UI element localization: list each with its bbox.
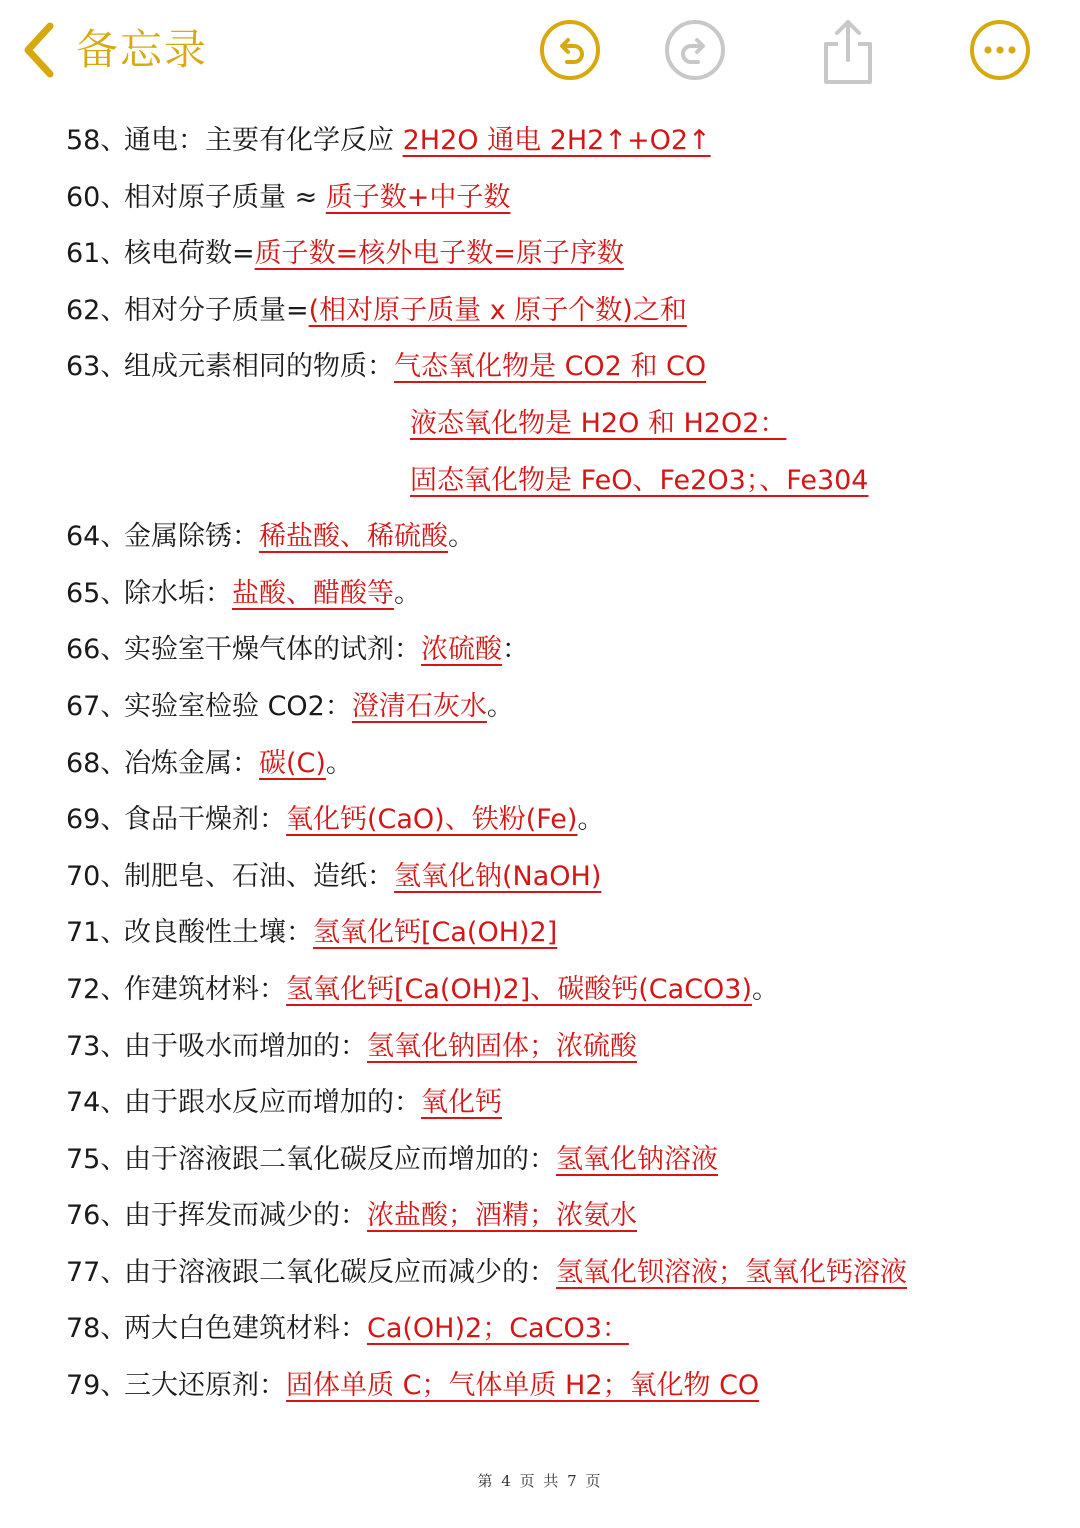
item-label: 由于挥发而减少的： bbox=[124, 1200, 367, 1232]
item-number: 74、 bbox=[66, 1087, 128, 1119]
list-item bbox=[0, 113, 1080, 170]
redo-button[interactable] bbox=[663, 18, 727, 82]
list-item bbox=[0, 905, 1080, 962]
item-label: 食品干燥剂： bbox=[124, 804, 286, 836]
item-number: 62、 bbox=[66, 294, 128, 326]
list-item-continuation bbox=[0, 453, 1080, 510]
redo-icon bbox=[663, 18, 727, 82]
item-answer: 2H2O 通电 2H2↑+O2↑ bbox=[402, 125, 711, 156]
item-number: 75、 bbox=[66, 1143, 128, 1175]
undo-icon bbox=[538, 18, 602, 82]
item-tail: 。 bbox=[752, 973, 780, 1005]
item-number: 65、 bbox=[66, 577, 128, 609]
note-body[interactable] bbox=[0, 113, 1080, 1415]
item-answer: (相对原子质量 x 原子个数)之和 bbox=[308, 294, 687, 326]
page-indicator: 第 4 页 共 7 页 bbox=[477, 1472, 603, 1490]
list-item bbox=[0, 1075, 1080, 1132]
item-label: 冶炼金属： bbox=[124, 747, 259, 779]
item-answer: 氢氧化钠固体；浓硫酸 bbox=[367, 1030, 637, 1062]
item-label: 通电：主要有化学反应 bbox=[124, 125, 403, 156]
item-label: 实验室检验 CO2： bbox=[124, 690, 352, 722]
list-item bbox=[0, 1358, 1080, 1415]
share-icon bbox=[816, 18, 880, 86]
item-number: 64、 bbox=[66, 521, 128, 553]
item-number: 72、 bbox=[66, 973, 128, 1005]
item-label: 作建筑材料： bbox=[124, 973, 286, 1005]
item-label: 由于吸水而增加的： bbox=[124, 1030, 367, 1062]
item-tail: 。 bbox=[577, 804, 605, 836]
back-button[interactable] bbox=[20, 18, 208, 82]
item-answer: 盐酸、醋酸等 bbox=[232, 577, 394, 609]
list-item bbox=[0, 1019, 1080, 1076]
list-item-continuation bbox=[0, 396, 1080, 453]
list-item bbox=[0, 509, 1080, 566]
item-tail: 。 bbox=[448, 521, 475, 553]
list-item bbox=[0, 339, 1080, 396]
item-label: 实验室干燥气体的试剂： bbox=[124, 634, 421, 666]
item-answer: 碳(C) bbox=[259, 747, 326, 779]
back-label: 备忘录 bbox=[76, 25, 209, 74]
item-number: 78、 bbox=[66, 1313, 128, 1345]
item-answer: 浓盐酸；酒精；浓氨水 bbox=[367, 1200, 637, 1232]
item-number: 79、 bbox=[66, 1370, 128, 1402]
item-answer: 氧化钙(CaO)、铁粉(Fe) bbox=[286, 804, 578, 836]
list-item bbox=[0, 622, 1080, 679]
share-button[interactable] bbox=[816, 18, 880, 82]
item-answer: Ca(OH)2；CaCO3： bbox=[367, 1313, 629, 1345]
list-item bbox=[0, 1132, 1080, 1189]
item-answer: 氢氧化钠溶液 bbox=[556, 1143, 718, 1175]
item-number: 60、 bbox=[66, 181, 128, 213]
list-item bbox=[0, 962, 1080, 1019]
list-item bbox=[0, 679, 1080, 736]
item-label: 相对分子质量= bbox=[124, 294, 309, 326]
list-item bbox=[0, 1301, 1080, 1358]
item-label: 由于跟水反应而增加的： bbox=[124, 1087, 421, 1119]
item-answer: 气态氧化物是 CO2 和 CO bbox=[394, 351, 707, 383]
item-answer: 固态氧化物是 FeO、Fe2O3；、Fe304 bbox=[410, 464, 869, 496]
item-answer: 氧化钙 bbox=[421, 1087, 502, 1119]
item-answer: 质子数+中子数 bbox=[325, 181, 511, 213]
item-label: 金属除锈： bbox=[124, 521, 259, 553]
list-item bbox=[0, 736, 1080, 793]
item-number: 68、 bbox=[66, 747, 128, 779]
item-tail: 。 bbox=[394, 577, 421, 609]
item-number: 77、 bbox=[66, 1256, 128, 1288]
item-number: 63、 bbox=[66, 351, 128, 383]
item-number: 66、 bbox=[66, 634, 128, 666]
list-item bbox=[0, 792, 1080, 849]
item-answer: 氢氧化钙[Ca(OH)2] bbox=[313, 917, 558, 949]
item-label: 除水垢： bbox=[124, 577, 232, 609]
item-answer: 氢氧化钠(NaOH) bbox=[394, 860, 602, 892]
item-answer: 浓硫酸 bbox=[421, 634, 502, 666]
item-label: 由于溶液跟二氧化碳反应而增加的： bbox=[124, 1143, 556, 1175]
item-number: 58、 bbox=[66, 125, 128, 156]
item-answer: 质子数=核外电子数=原子序数 bbox=[254, 238, 624, 270]
item-number: 76、 bbox=[66, 1200, 128, 1232]
item-number: 73、 bbox=[66, 1030, 128, 1062]
list-item bbox=[0, 283, 1080, 340]
item-label: 组成元素相同的物质： bbox=[124, 351, 394, 383]
item-label: 制肥皂、石油、造纸： bbox=[124, 860, 394, 892]
item-number: 69、 bbox=[66, 804, 128, 836]
item-number: 67、 bbox=[66, 690, 128, 722]
item-answer: 稀盐酸、稀硫酸 bbox=[259, 521, 448, 553]
item-label: 由于溶液跟二氧化碳反应而减少的： bbox=[124, 1256, 556, 1288]
list-item bbox=[0, 226, 1080, 283]
item-number: 71、 bbox=[66, 917, 128, 949]
item-tail: ： bbox=[502, 634, 529, 666]
item-number: 70、 bbox=[66, 860, 128, 892]
list-item bbox=[0, 849, 1080, 906]
item-label: 核电荷数= bbox=[124, 238, 255, 270]
item-label: 相对原子质量 ≈ bbox=[124, 181, 326, 213]
list-item bbox=[0, 1188, 1080, 1245]
back-chevron-icon bbox=[20, 18, 56, 82]
item-label: 三大还原剂： bbox=[124, 1370, 286, 1402]
more-icon bbox=[968, 18, 1032, 82]
item-answer: 澄清石灰水 bbox=[351, 690, 487, 722]
more-button[interactable] bbox=[968, 18, 1032, 82]
item-answer: 液态氧化物是 H2O 和 H2O2： bbox=[410, 407, 787, 439]
list-item bbox=[0, 566, 1080, 623]
item-answer: 氢氧化钙[Ca(OH)2]、碳酸钙(CaCO3) bbox=[286, 973, 753, 1005]
item-tail: 。 bbox=[325, 747, 353, 779]
undo-button[interactable] bbox=[538, 18, 602, 82]
item-tail: 。 bbox=[486, 690, 514, 722]
item-label: 改良酸性土壤： bbox=[124, 917, 313, 949]
navigation-toolbar bbox=[0, 0, 1080, 105]
item-answer: 固体单质 C；气体单质 H2；氧化物 CO bbox=[286, 1370, 760, 1402]
item-label: 两大白色建筑材料： bbox=[124, 1313, 367, 1345]
list-item bbox=[0, 1245, 1080, 1302]
item-answer: 氢氧化钡溶液；氢氧化钙溶液 bbox=[556, 1256, 907, 1288]
item-number: 61、 bbox=[66, 238, 128, 270]
list-item bbox=[0, 170, 1080, 227]
